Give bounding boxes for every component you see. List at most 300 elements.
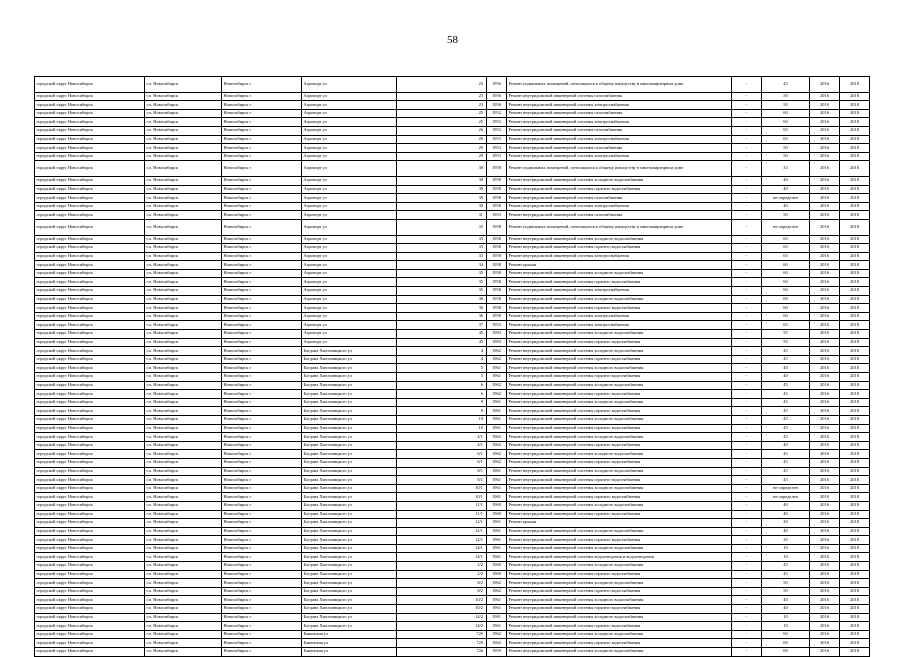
street-cell: Богдана Хмельницкого ул <box>302 519 397 528</box>
municipality-cell: г.о. Новосибирск <box>145 364 222 373</box>
municipality-cell: г.о. Новосибирск <box>145 269 222 278</box>
start-year-cell: 2016 <box>810 202 840 211</box>
service-life-cell: 65 <box>762 321 810 330</box>
city-cell: Новосибирск г <box>222 161 302 177</box>
city-cell: Новосибирск г <box>222 424 302 433</box>
district-cell: городской округ Новосибирск <box>35 587 145 596</box>
house-number-cell: 8/1 <box>397 467 487 476</box>
street-cell: Богдана Хмельницкого ул <box>302 510 397 519</box>
city-cell: Новосибирск г <box>222 527 302 536</box>
district-cell: городской округ Новосибирск <box>35 202 145 211</box>
city-cell: Новосибирск г <box>222 194 302 203</box>
build-year-cell: 1953 <box>487 152 507 161</box>
house-number-cell: 29 <box>397 144 487 153</box>
table-row <box>35 77 870 93</box>
district-cell: городской округ Новосибирск <box>35 194 145 203</box>
start-year-cell: 2016 <box>810 152 840 161</box>
end-year-cell: 2018 <box>840 261 870 270</box>
table-row <box>35 630 870 639</box>
start-year-cell: 2016 <box>810 235 840 244</box>
city-cell: Новосибирск г <box>222 605 302 614</box>
house-number-cell: 10/2 <box>397 605 487 614</box>
start-year-cell: 2016 <box>810 185 840 194</box>
house-number-cell: 14/1 <box>397 544 487 553</box>
repair-register-table <box>34 76 870 657</box>
house-number-cell: 72б <box>397 639 487 648</box>
work-type-cell: Ремонт внутридомовой инженерной системы холодного водоснабжения <box>507 501 732 510</box>
district-cell: городской округ Новосибирск <box>35 381 145 390</box>
table-row <box>35 219 870 235</box>
district-cell: городской округ Новосибирск <box>35 562 145 571</box>
city-cell: Новосибирск г <box>222 458 302 467</box>
street-cell: Аэропорт ул <box>302 219 397 235</box>
service-life-cell: 40 <box>762 185 810 194</box>
end-year-cell: 2018 <box>840 398 870 407</box>
end-year-cell: 2018 <box>840 118 870 127</box>
municipality-cell: г.о. Новосибирск <box>145 118 222 127</box>
table-row <box>35 194 870 203</box>
district-cell: городской округ Новосибирск <box>35 390 145 399</box>
end-year-cell: 2018 <box>840 605 870 614</box>
end-year-cell: 2018 <box>840 338 870 347</box>
house-number-cell: 23 <box>397 101 487 110</box>
city-cell: Новосибирск г <box>222 519 302 528</box>
municipality-cell: г.о. Новосибирск <box>145 527 222 536</box>
house-number-cell: 6 <box>397 381 487 390</box>
build-year-cell: 1958 <box>487 269 507 278</box>
dash-cell: - <box>732 109 762 118</box>
city-cell: Новосибирск г <box>222 219 302 235</box>
street-cell: Аэропорт ул <box>302 244 397 253</box>
service-life-cell: 50 <box>762 101 810 110</box>
start-year-cell: 2016 <box>810 648 840 657</box>
city-cell: Новосибирск г <box>222 355 302 364</box>
work-type-cell: Ремонт внутридомовой инженерной системы горячего водоснабжения <box>507 407 732 416</box>
end-year-cell: 2018 <box>840 161 870 177</box>
start-year-cell: 2016 <box>810 330 840 339</box>
dash-cell: - <box>732 648 762 657</box>
district-cell: городской округ Новосибирск <box>35 570 145 579</box>
street-cell: Богдана Хмельницкого ул <box>302 467 397 476</box>
district-cell: городской округ Новосибирск <box>35 519 145 528</box>
street-cell: Богдана Хмельницкого ул <box>302 570 397 579</box>
street-cell: Аэропорт ул <box>302 211 397 220</box>
start-year-cell: 2016 <box>810 161 840 177</box>
street-cell: Бакинская ул <box>302 639 397 648</box>
work-type-cell: Ремонт внутридомовой инженерной системы холодного водоснабжения <box>507 415 732 424</box>
city-cell: Новосибирск г <box>222 501 302 510</box>
district-cell: городской округ Новосибирск <box>35 144 145 153</box>
table-row <box>35 161 870 177</box>
municipality-cell: г.о. Новосибирск <box>145 176 222 185</box>
end-year-cell: 2018 <box>840 304 870 313</box>
dash-cell: - <box>732 312 762 321</box>
city-cell: Новосибирск г <box>222 562 302 571</box>
end-year-cell: 2018 <box>840 101 870 110</box>
table-row <box>35 278 870 287</box>
table-row <box>35 484 870 493</box>
dash-cell: - <box>732 219 762 235</box>
end-year-cell: 2018 <box>840 441 870 450</box>
build-year-cell: 1961 <box>487 493 507 502</box>
work-type-cell: Ремонт внутридомовой инженерной системы горячего водоснабжения <box>507 510 732 519</box>
table-row <box>35 579 870 588</box>
house-number-cell: 14/2 <box>397 622 487 631</box>
table-row <box>35 347 870 356</box>
city-cell: Новосибирск г <box>222 312 302 321</box>
district-cell: городской округ Новосибирск <box>35 126 145 135</box>
city-cell: Новосибирск г <box>222 381 302 390</box>
street-cell: Богдана Хмельницкого ул <box>302 355 397 364</box>
end-year-cell: 2018 <box>840 295 870 304</box>
district-cell: городской округ Новосибирск <box>35 398 145 407</box>
city-cell: Новосибирск г <box>222 467 302 476</box>
end-year-cell: 2018 <box>840 476 870 485</box>
end-year-cell: 2018 <box>840 321 870 330</box>
dash-cell: - <box>732 596 762 605</box>
start-year-cell: 2016 <box>810 287 840 296</box>
house-number-cell: 10/1 <box>397 484 487 493</box>
municipality-cell: г.о. Новосибирск <box>145 390 222 399</box>
house-number-cell: 33 <box>397 252 487 261</box>
end-year-cell: 2018 <box>840 211 870 220</box>
municipality-cell: г.о. Новосибирск <box>145 135 222 144</box>
start-year-cell: 2016 <box>810 570 840 579</box>
service-life-cell: 45 <box>762 424 810 433</box>
dash-cell: - <box>732 278 762 287</box>
district-cell: городской округ Новосибирск <box>35 77 145 93</box>
work-type-cell: Ремонт внутридомовой инженерной системы холодного водоснабжения <box>507 330 732 339</box>
house-number-cell: 2/2 <box>397 562 487 571</box>
table-row <box>35 295 870 304</box>
city-cell: Новосибирск г <box>222 144 302 153</box>
municipality-cell: г.о. Новосибирск <box>145 373 222 382</box>
district-cell: городской округ Новосибирск <box>35 613 145 622</box>
house-number-cell: 4 <box>397 347 487 356</box>
start-year-cell: 2016 <box>810 347 840 356</box>
work-type-cell: Ремонт внутридомовой инженерной системы холодного водоснабжения <box>507 596 732 605</box>
table-row <box>35 252 870 261</box>
table-row <box>35 639 870 648</box>
build-year-cell: 1958 <box>487 194 507 203</box>
municipality-cell: г.о. Новосибирск <box>145 202 222 211</box>
build-year-cell: 1961 <box>487 467 507 476</box>
service-life-cell: 45 <box>762 355 810 364</box>
district-cell: городской округ Новосибирск <box>35 536 145 545</box>
end-year-cell: 2018 <box>840 536 870 545</box>
city-cell: Новосибирск г <box>222 398 302 407</box>
work-type-cell: Ремонт внутридомовой инженерной системы электроснабжения <box>507 101 732 110</box>
table-row <box>35 92 870 101</box>
house-number-cell: 30 <box>397 202 487 211</box>
work-type-cell: Ремонт внутридомовой инженерной системы холодного водоснабжения <box>507 176 732 185</box>
table-row <box>35 493 870 502</box>
city-cell: Новосибирск г <box>222 109 302 118</box>
work-type-cell: Ремонт внутридомовой инженерной системы холодного водоснабжения <box>507 467 732 476</box>
service-life-cell: 60 <box>762 261 810 270</box>
end-year-cell: 2018 <box>840 587 870 596</box>
work-type-cell: Ремонт внутридомовой инженерной системы холодного водоснабжения <box>507 613 732 622</box>
start-year-cell: 2016 <box>810 355 840 364</box>
service-life-cell: 50 <box>762 144 810 153</box>
street-cell: Аэропорт ул <box>302 278 397 287</box>
build-year-cell: 1958 <box>487 252 507 261</box>
house-number-cell: 34 <box>397 261 487 270</box>
municipality-cell: г.о. Новосибирск <box>145 381 222 390</box>
district-cell: городской округ Новосибирск <box>35 441 145 450</box>
start-year-cell: 2016 <box>810 381 840 390</box>
service-life-cell: 60 <box>762 287 810 296</box>
city-cell: Новосибирск г <box>222 579 302 588</box>
start-year-cell: 2016 <box>810 587 840 596</box>
table-row <box>35 381 870 390</box>
district-cell: городской округ Новосибирск <box>35 467 145 476</box>
build-year-cell: 1962 <box>487 441 507 450</box>
city-cell: Новосибирск г <box>222 176 302 185</box>
dash-cell: - <box>732 194 762 203</box>
service-life-cell: 65 <box>762 126 810 135</box>
district-cell: городской округ Новосибирск <box>35 648 145 657</box>
service-life-cell: 45 <box>762 450 810 459</box>
street-cell: Богдана Хмельницкого ул <box>302 536 397 545</box>
table-row <box>35 544 870 553</box>
service-life-cell: 40 <box>762 176 810 185</box>
start-year-cell: 2016 <box>810 450 840 459</box>
house-number-cell: 30 <box>397 161 487 177</box>
city-cell: Новосибирск г <box>222 433 302 442</box>
build-year-cell: 1952 <box>487 109 507 118</box>
end-year-cell: 2018 <box>840 407 870 416</box>
dash-cell: - <box>732 579 762 588</box>
house-number-cell: 30 <box>397 185 487 194</box>
work-type-cell: Ремонт внутридомовой инженерной системы холодного водоснабжения <box>507 630 732 639</box>
start-year-cell: 2016 <box>810 390 840 399</box>
city-cell: Новосибирск г <box>222 648 302 657</box>
street-cell: Богдана Хмельницкого ул <box>302 527 397 536</box>
build-year-cell: 1958 <box>487 278 507 287</box>
service-life-cell: 10 <box>762 622 810 631</box>
end-year-cell: 2018 <box>840 527 870 536</box>
build-year-cell: 1962 <box>487 390 507 399</box>
municipality-cell: г.о. Новосибирск <box>145 450 222 459</box>
table-row <box>35 458 870 467</box>
end-year-cell: 2018 <box>840 493 870 502</box>
dash-cell: - <box>732 587 762 596</box>
municipality-cell: г.о. Новосибирск <box>145 92 222 101</box>
service-life-cell: 45 <box>762 347 810 356</box>
table-row <box>35 519 870 528</box>
build-year-cell: 1958 <box>487 295 507 304</box>
dash-cell: - <box>732 126 762 135</box>
work-type-cell: Ремонт внутридомовой инженерной системы электроснабжения <box>507 152 732 161</box>
end-year-cell: 2018 <box>840 510 870 519</box>
house-number-cell: 23 <box>397 92 487 101</box>
municipality-cell: г.о. Новосибирск <box>145 407 222 416</box>
municipality-cell: г.о. Новосибирск <box>145 433 222 442</box>
table-row <box>35 235 870 244</box>
city-cell: Новосибирск г <box>222 347 302 356</box>
table-row <box>35 330 870 339</box>
table-row <box>35 176 870 185</box>
work-type-cell: Ремонт внутридомовой инженерной системы электроснабжения <box>507 202 732 211</box>
build-year-cell: 1961 <box>487 596 507 605</box>
service-life-cell: 60 <box>762 278 810 287</box>
service-life-cell: 40 <box>762 527 810 536</box>
city-cell: Новосибирск г <box>222 101 302 110</box>
service-life-cell: 55 <box>762 330 810 339</box>
start-year-cell: 2016 <box>810 101 840 110</box>
table-row <box>35 287 870 296</box>
municipality-cell: г.о. Новосибирск <box>145 144 222 153</box>
table-row <box>35 510 870 519</box>
city-cell: Новосибирск г <box>222 261 302 270</box>
house-number-cell: 6 <box>397 390 487 399</box>
city-cell: Новосибирск г <box>222 77 302 93</box>
build-year-cell: 1961 <box>487 484 507 493</box>
district-cell: городской округ Новосибирск <box>35 553 145 562</box>
work-type-cell: Ремонт внутридомовой инженерной системы электроснабжения <box>507 321 732 330</box>
work-type-cell: Ремонт внутридомовой инженерной системы газоснабжения <box>507 126 732 135</box>
municipality-cell: г.о. Новосибирск <box>145 278 222 287</box>
service-life-cell: 45 <box>762 433 810 442</box>
table-row <box>35 373 870 382</box>
start-year-cell: 2016 <box>810 527 840 536</box>
work-type-cell: Ремонт внутридомовой инженерной системы горячего водоснабжения <box>507 536 732 545</box>
street-cell: Аэропорт ул <box>302 295 397 304</box>
house-number-cell: 37 <box>397 321 487 330</box>
house-number-cell: 72в <box>397 648 487 657</box>
street-cell: Богдана Хмельницкого ул <box>302 587 397 596</box>
municipality-cell: г.о. Новосибирск <box>145 77 222 93</box>
service-life-cell: 60 <box>762 639 810 648</box>
dash-cell: - <box>732 630 762 639</box>
house-number-cell: 10/2 <box>397 596 487 605</box>
municipality-cell: г.о. Новосибирск <box>145 570 222 579</box>
street-cell: Богдана Хмельницкого ул <box>302 390 397 399</box>
street-cell: Богдана Хмельницкого ул <box>302 450 397 459</box>
municipality-cell: г.о. Новосибирск <box>145 252 222 261</box>
table-row <box>35 304 870 313</box>
house-number-cell: 33 <box>397 219 487 235</box>
build-year-cell: 1960 <box>487 501 507 510</box>
work-type-cell: Ремонт внутридомовой инженерной системы холодного водоснабжения <box>507 235 732 244</box>
table-row <box>35 553 870 562</box>
dash-cell: - <box>732 161 762 177</box>
street-cell: Аэропорт ул <box>302 92 397 101</box>
street-cell: Аэропорт ул <box>302 161 397 177</box>
street-cell: Богдана Хмельницкого ул <box>302 613 397 622</box>
municipality-cell: г.о. Новосибирск <box>145 330 222 339</box>
city-cell: Новосибирск г <box>222 287 302 296</box>
district-cell: городской округ Новосибирск <box>35 347 145 356</box>
municipality-cell: г.о. Новосибирск <box>145 476 222 485</box>
municipality-cell: г.о. Новосибирск <box>145 219 222 235</box>
district-cell: городской округ Новосибирск <box>35 219 145 235</box>
house-number-cell: 14/2 <box>397 613 487 622</box>
start-year-cell: 2016 <box>810 493 840 502</box>
start-year-cell: 2016 <box>810 278 840 287</box>
city-cell: Новосибирск г <box>222 278 302 287</box>
table-row <box>35 622 870 631</box>
work-type-cell: Ремонт внутридомовой инженерной системы горячего водоснабжения <box>507 304 732 313</box>
street-cell: Богдана Хмельницкого ул <box>302 364 397 373</box>
table-row <box>35 185 870 194</box>
house-number-cell: 25 <box>397 109 487 118</box>
city-cell: Новосибирск г <box>222 269 302 278</box>
service-life-cell: 65 <box>762 135 810 144</box>
house-number-cell: 8 <box>397 407 487 416</box>
district-cell: городской округ Новосибирск <box>35 261 145 270</box>
street-cell: Богдана Хмельницкого ул <box>302 544 397 553</box>
start-year-cell: 2016 <box>810 135 840 144</box>
house-number-cell: 31 <box>397 211 487 220</box>
district-cell: городской округ Новосибирск <box>35 278 145 287</box>
dash-cell: - <box>732 450 762 459</box>
dash-cell: - <box>732 252 762 261</box>
city-cell: Новосибирск г <box>222 185 302 194</box>
table-row <box>35 211 870 220</box>
dash-cell: - <box>732 118 762 127</box>
dash-cell: - <box>732 92 762 101</box>
municipality-cell: г.о. Новосибирск <box>145 355 222 364</box>
table-row <box>35 338 870 347</box>
work-type-cell: Ремонт внутридомовой инженерной системы горячего водоснабжения <box>507 244 732 253</box>
municipality-cell: г.о. Новосибирск <box>145 312 222 321</box>
house-number-cell: 10/1 <box>397 493 487 502</box>
city-cell: Новосибирск г <box>222 364 302 373</box>
service-life-cell: не определен <box>762 493 810 502</box>
work-type-cell: Ремонт внутридомовой инженерной системы электроснабжения <box>507 252 732 261</box>
house-number-cell: 36 <box>397 295 487 304</box>
dash-cell: - <box>732 330 762 339</box>
district-cell: городской округ Новосибирск <box>35 527 145 536</box>
table-row <box>35 596 870 605</box>
street-cell: Богдана Хмельницкого ул <box>302 501 397 510</box>
city-cell: Новосибирск г <box>222 330 302 339</box>
work-type-cell: Ремонт внутридомовой инженерной системы холодного водоснабжения <box>507 433 732 442</box>
table-row <box>35 407 870 416</box>
table-row <box>35 527 870 536</box>
dash-cell: - <box>732 304 762 313</box>
build-year-cell: 1962 <box>487 458 507 467</box>
municipality-cell: г.о. Новосибирск <box>145 630 222 639</box>
municipality-cell: г.о. Новосибирск <box>145 648 222 657</box>
end-year-cell: 2018 <box>840 176 870 185</box>
work-type-cell: Ремонт внутридомовой инженерной системы горячего водоснабжения <box>507 570 732 579</box>
end-year-cell: 2018 <box>840 467 870 476</box>
table-row <box>35 613 870 622</box>
dash-cell: - <box>732 101 762 110</box>
start-year-cell: 2016 <box>810 407 840 416</box>
street-cell: Богдана Хмельницкого ул <box>302 441 397 450</box>
dash-cell: - <box>732 613 762 622</box>
service-life-cell: 65 <box>762 244 810 253</box>
municipality-cell: г.о. Новосибирск <box>145 244 222 253</box>
build-year-cell: 1956 <box>487 77 507 93</box>
dash-cell: - <box>732 176 762 185</box>
build-year-cell: 1961 <box>487 605 507 614</box>
end-year-cell: 2018 <box>840 415 870 424</box>
start-year-cell: 2016 <box>810 321 840 330</box>
district-cell: городской округ Новосибирск <box>35 161 145 177</box>
house-number-cell: 4/1 <box>397 433 487 442</box>
end-year-cell: 2018 <box>840 579 870 588</box>
end-year-cell: 2018 <box>840 458 870 467</box>
build-year-cell: 1962 <box>487 630 507 639</box>
municipality-cell: г.о. Новосибирск <box>145 510 222 519</box>
end-year-cell: 2018 <box>840 135 870 144</box>
build-year-cell: 1961 <box>487 476 507 485</box>
